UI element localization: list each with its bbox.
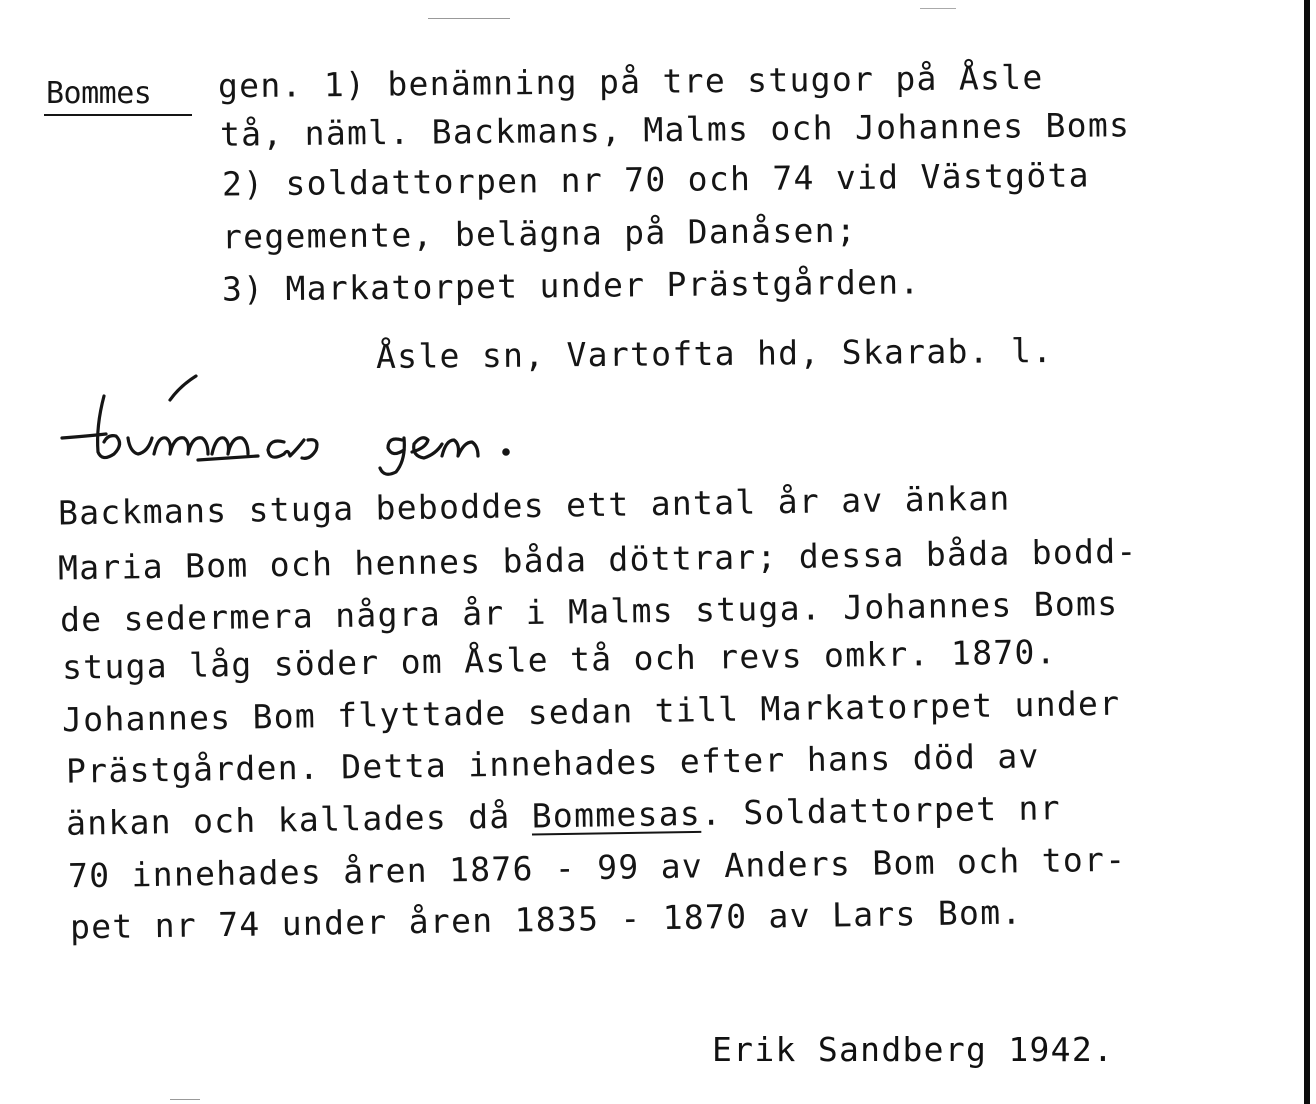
handwritten-note bbox=[58, 368, 578, 478]
definition-line: 2) soldattorpen nr 70 och 74 vid Västgöta bbox=[221, 155, 1091, 204]
scan-mark bbox=[170, 1099, 200, 1100]
body-line: Johannes Bom flyttade sedan till Markatorpet under bbox=[61, 683, 1121, 740]
body-line: pet nr 74 under åren 1835 - 1870 av Lars Bom. bbox=[69, 892, 1023, 947]
body-line: 70 innehades åren 1876 - 99 av Anders Bom och tor- bbox=[67, 839, 1127, 896]
scan-mark bbox=[428, 18, 510, 19]
location-line: Åsle sn, Vartofta hd, Skarab. l. bbox=[375, 331, 1054, 376]
card-right-edge bbox=[1304, 0, 1310, 1104]
definition-line: regemente, belägna på Danåsen; bbox=[221, 210, 858, 257]
body-line: Backmans stuga beboddes ett antal år av änkan bbox=[57, 478, 1011, 533]
signature: Erik Sandberg 1942. bbox=[712, 1030, 1115, 1069]
body-line: de sedermera några år i Malms stuga. Johannes Boms bbox=[59, 583, 1119, 640]
scan-mark bbox=[920, 8, 956, 9]
body-line: Maria Bom och hennes båda döttrar; dessa båda bodd- bbox=[57, 531, 1138, 588]
body-line: stuga låg söder om Åsle tå och revs omkr. 1870. bbox=[61, 632, 1058, 687]
body-line: Prästgården. Detta innehades efter hans död av bbox=[65, 736, 1040, 791]
headword: Bommes bbox=[46, 76, 152, 111]
body-text: änkan och kallades då bbox=[65, 796, 533, 843]
headword-underline bbox=[44, 114, 192, 116]
definition-line: gen. 1) benämning på tre stugor på Åsle bbox=[217, 57, 1044, 106]
body-line bbox=[66, 788, 1061, 844]
body-text: . Soldattorpet nr bbox=[700, 788, 1062, 833]
underlined-term: Bommesas bbox=[531, 793, 702, 836]
definition-line: tå, näml. Backmans, Malms och Johannes Boms bbox=[219, 105, 1131, 154]
definition-line: 3) Markatorpet under Prästgården. bbox=[221, 262, 921, 309]
